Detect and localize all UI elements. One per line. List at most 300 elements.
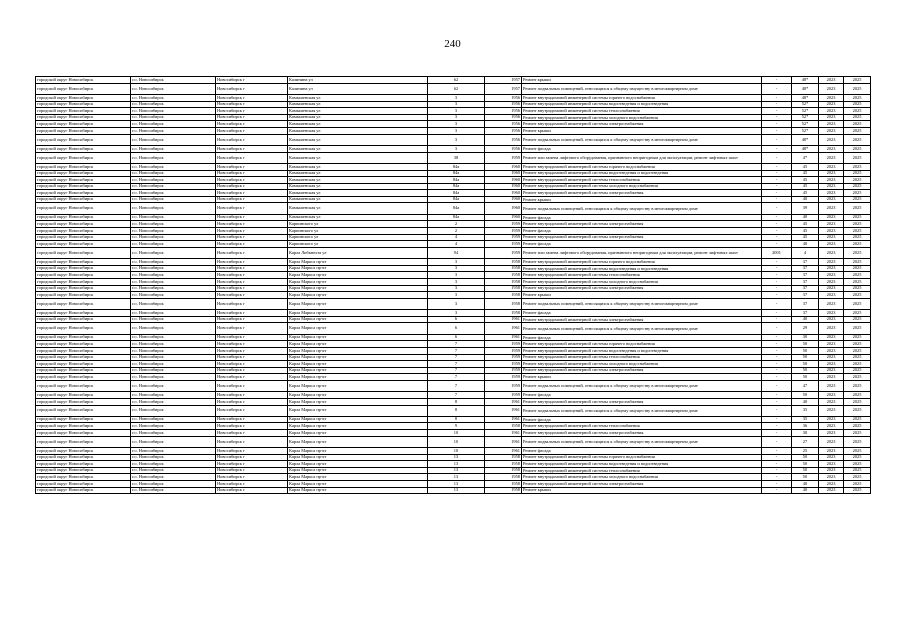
cell-okrug: городской округ Новосибирск — [36, 77, 131, 84]
cell-work-type: Ремонт внутридомовой инженерной системы теплоснабжения — [522, 354, 762, 361]
table-row — [36, 134, 871, 145]
cell-lift-year: - — [762, 323, 792, 334]
cell-okrug: городской округ Новосибирск — [36, 228, 131, 235]
cell-settlement: Новосибирск г — [216, 487, 288, 494]
cell-settlement: Новосибирск г — [216, 334, 288, 341]
cell-work-type: Ремонт внутридомовой инженерной системы горячего водоснабжения — [522, 94, 762, 101]
cell-house: 7 — [428, 361, 485, 368]
cell-plan-start: 2023 — [819, 83, 844, 94]
cell-lift-year: - — [762, 77, 792, 84]
cell-gorod: г.о. Новосибирск — [131, 461, 216, 468]
cell-plan-end: 2025 — [844, 163, 871, 170]
cell-plan-end: 2025 — [844, 487, 871, 494]
cell-okrug: городской округ Новосибирск — [36, 170, 131, 177]
cell-service-life: 48* — [792, 94, 819, 101]
cell-street: Карла Маркса пр-кт — [288, 392, 428, 399]
cell-plan-start: 2023 — [819, 259, 844, 266]
cell-settlement: Новосибирск г — [216, 292, 288, 299]
cell-build-year: 1957 — [485, 83, 522, 94]
cell-lift-year: - — [762, 170, 792, 177]
cell-plan-start: 2023 — [819, 228, 844, 235]
cell-plan-start: 2023 — [819, 101, 844, 108]
cell-gorod: г.о. Новосибирск — [131, 272, 216, 279]
cell-build-year: 1959 — [485, 354, 522, 361]
cell-gorod: г.о. Новосибирск — [131, 347, 216, 354]
cell-house: 7 — [428, 367, 485, 374]
cell-house: 8 — [428, 398, 485, 405]
cell-lift-year: - — [762, 487, 792, 494]
table-row — [36, 234, 871, 241]
cell-service-life: 50 — [792, 474, 819, 481]
table-row — [36, 272, 871, 279]
cell-plan-end: 2025 — [844, 228, 871, 235]
cell-street: Карла Маркса пр-кт — [288, 341, 428, 348]
cell-service-life: 50 — [792, 454, 819, 461]
cell-build-year: 1958 — [485, 310, 522, 317]
cell-work-type: Ремонт внутридомовой инженерной системы теплоснабжения — [522, 423, 762, 430]
cell-plan-start: 2023 — [819, 347, 844, 354]
cell-plan-end: 2025 — [844, 448, 871, 455]
cell-build-year: 1961 — [485, 323, 522, 334]
cell-service-life: 40 — [792, 487, 819, 494]
cell-build-year: 1959 — [485, 374, 522, 381]
cell-build-year: 1959 — [485, 234, 522, 241]
cell-plan-start: 2023 — [819, 334, 844, 341]
cell-plan-start: 2023 — [819, 467, 844, 474]
cell-okrug: городской округ Новосибирск — [36, 354, 131, 361]
cell-work-type: Ремонт внутридомовой инженерной системы электроснабжения — [522, 316, 762, 323]
cell-service-life: 27 — [792, 436, 819, 447]
cell-lift-year: - — [762, 101, 792, 108]
cell-service-life: 40 — [792, 214, 819, 221]
cell-street: Камышенская ул — [288, 145, 428, 152]
cell-lift-year: - — [762, 214, 792, 221]
cell-okrug: городской округ Новосибирск — [36, 247, 131, 258]
cell-house: 9 — [428, 423, 485, 430]
cell-build-year: 1958 — [485, 461, 522, 468]
cell-plan-end: 2025 — [844, 247, 871, 258]
cell-settlement: Новосибирск г — [216, 316, 288, 323]
cell-street: Карла Маркса пр-кт — [288, 481, 428, 488]
cell-lift-year: - — [762, 234, 792, 241]
cell-work-type: Ремонт крыши — [522, 196, 762, 203]
cell-gorod: г.о. Новосибирск — [131, 392, 216, 399]
table-row — [36, 77, 871, 84]
cell-settlement: Новосибирск г — [216, 423, 288, 430]
cell-street: Камышенская ул — [288, 108, 428, 115]
cell-street: Карла Маркса пр-кт — [288, 292, 428, 299]
cell-lift-year: - — [762, 354, 792, 361]
cell-gorod: г.о. Новосибирск — [131, 183, 216, 190]
cell-gorod: г.о. Новосибирск — [131, 298, 216, 309]
cell-street: Карла Маркса пр-кт — [288, 380, 428, 391]
cell-lift-year: - — [762, 380, 792, 391]
cell-plan-start: 2023 — [819, 114, 844, 121]
table-row — [36, 190, 871, 197]
cell-plan-end: 2025 — [844, 367, 871, 374]
cell-gorod: г.о. Новосибирск — [131, 228, 216, 235]
cell-plan-end: 2025 — [844, 481, 871, 488]
cell-plan-end: 2025 — [844, 285, 871, 292]
cell-plan-end: 2025 — [844, 101, 871, 108]
cell-gorod: г.о. Новосибирск — [131, 405, 216, 416]
cell-lift-year: - — [762, 121, 792, 128]
cell-plan-start: 2023 — [819, 265, 844, 272]
cell-okrug: городской округ Новосибирск — [36, 481, 131, 488]
cell-service-life: 37 — [792, 272, 819, 279]
cell-plan-start: 2023 — [819, 127, 844, 134]
cell-okrug: городской округ Новосибирск — [36, 374, 131, 381]
cell-settlement: Новосибирск г — [216, 279, 288, 286]
table-row — [36, 127, 871, 134]
cell-plan-end: 2025 — [844, 121, 871, 128]
cell-build-year: 1956 — [485, 145, 522, 152]
cell-lift-year: - — [762, 183, 792, 190]
cell-lift-year: - — [762, 316, 792, 323]
cell-lift-year: - — [762, 114, 792, 121]
cell-plan-end: 2025 — [844, 279, 871, 286]
cell-work-type: Ремонт внутридомовой инженерной системы электроснабжения — [522, 234, 762, 241]
cell-plan-end: 2025 — [844, 323, 871, 334]
cell-build-year: 1961 — [485, 405, 522, 416]
cell-build-year: 1959 — [485, 380, 522, 391]
cell-street: Карла Маркса пр-кт — [288, 467, 428, 474]
cell-plan-start: 2023 — [819, 430, 844, 437]
cell-settlement: Новосибирск г — [216, 203, 288, 214]
cell-okrug: городской округ Новосибирск — [36, 83, 131, 94]
cell-build-year: 1960 — [485, 190, 522, 197]
cell-service-life: 50 — [792, 361, 819, 368]
cell-street: Карла Маркса пр-кт — [288, 361, 428, 368]
cell-street: Калинина ул — [288, 83, 428, 94]
cell-build-year: 1957 — [485, 77, 522, 84]
cell-plan-end: 2025 — [844, 392, 871, 399]
table-row — [36, 298, 871, 309]
table-row — [36, 416, 871, 423]
table-row — [36, 323, 871, 334]
cell-build-year: 1961 — [485, 436, 522, 447]
table-row — [36, 183, 871, 190]
cell-service-life: 50 — [792, 341, 819, 348]
cell-build-year: 1959 — [485, 347, 522, 354]
cell-plan-start: 2023 — [819, 398, 844, 405]
page-number: 240 — [444, 38, 461, 50]
cell-plan-end: 2025 — [844, 127, 871, 134]
cell-plan-end: 2025 — [844, 454, 871, 461]
cell-lift-year: - — [762, 272, 792, 279]
cell-work-type: Ремонт внутридомовой инженерной системы холодного водоснабжения — [522, 114, 762, 121]
cell-build-year: 1959 — [485, 152, 522, 163]
cell-lift-year: - — [762, 405, 792, 416]
cell-work-type: Ремонт внутридомовой инженерной системы электроснабжения — [522, 430, 762, 437]
cell-settlement: Новосибирск г — [216, 214, 288, 221]
cell-build-year: 1959 — [485, 341, 522, 348]
cell-build-year: 1961 — [485, 416, 522, 423]
cell-okrug: городской округ Новосибирск — [36, 285, 131, 292]
cell-street: Карла Маркса пр-кт — [288, 405, 428, 416]
table-row — [36, 214, 871, 221]
cell-settlement: Новосибирск г — [216, 234, 288, 241]
cell-settlement: Новосибирск г — [216, 77, 288, 84]
cell-build-year: 1961 — [485, 398, 522, 405]
table-row — [36, 265, 871, 272]
cell-gorod: г.о. Новосибирск — [131, 374, 216, 381]
cell-street: Камышенская ул — [288, 134, 428, 145]
cell-okrug: городской округ Новосибирск — [36, 380, 131, 391]
cell-house: 38 — [428, 152, 485, 163]
cell-build-year: 1959 — [485, 241, 522, 248]
cell-service-life: 50 — [792, 374, 819, 381]
cell-lift-year: - — [762, 347, 792, 354]
cell-settlement: Новосибирск г — [216, 430, 288, 437]
cell-plan-start: 2023 — [819, 392, 844, 399]
cell-work-type: Ремонт внутридомовой инженерной системы горячего водоснабжения — [522, 341, 762, 348]
cell-street: Камышенская ул — [288, 183, 428, 190]
cell-settlement: Новосибирск г — [216, 183, 288, 190]
cell-service-life: 52* — [792, 108, 819, 115]
cell-gorod: г.о. Новосибирск — [131, 474, 216, 481]
cell-build-year: 1959 — [485, 367, 522, 374]
cell-work-type: Ремонт подвальных помещений, относящихся к общему имуществу в многоквартирном доме — [522, 203, 762, 214]
cell-gorod: г.о. Новосибирск — [131, 196, 216, 203]
cell-gorod: г.о. Новосибирск — [131, 234, 216, 241]
cell-okrug: городской округ Новосибирск — [36, 474, 131, 481]
cell-work-type: Ремонт подвальных помещений, относящихся к общему имуществу в многоквартирном доме — [522, 323, 762, 334]
cell-service-life: 39 — [792, 203, 819, 214]
cell-plan-start: 2023 — [819, 487, 844, 494]
cell-build-year: 1958 — [485, 481, 522, 488]
cell-plan-start: 2023 — [819, 152, 844, 163]
cell-okrug: городской округ Новосибирск — [36, 461, 131, 468]
cell-plan-start: 2023 — [819, 77, 844, 84]
works-table-container — [35, 76, 870, 494]
cell-build-year: 1959 — [485, 228, 522, 235]
cell-build-year: 1956 — [485, 114, 522, 121]
cell-settlement: Новосибирск г — [216, 354, 288, 361]
cell-work-type: Ремонт подвальных помещений, относящихся к общему имуществу в многоквартирном доме — [522, 83, 762, 94]
cell-build-year: 1959 — [485, 361, 522, 368]
cell-lift-year: - — [762, 423, 792, 430]
cell-street: Карла Маркса пр-кт — [288, 474, 428, 481]
cell-plan-start: 2023 — [819, 247, 844, 258]
cell-okrug: городской округ Новосибирск — [36, 323, 131, 334]
table-row — [36, 170, 871, 177]
cell-build-year: 1960 — [485, 177, 522, 184]
cell-plan-end: 2025 — [844, 114, 871, 121]
cell-plan-end: 2025 — [844, 214, 871, 221]
cell-service-life: 37 — [792, 259, 819, 266]
cell-plan-start: 2023 — [819, 405, 844, 416]
table-row — [36, 367, 871, 374]
cell-house: 8 — [428, 416, 485, 423]
cell-work-type: Ремонт внутридомовой инженерной системы электроснабжения — [522, 121, 762, 128]
cell-build-year: 1958 — [485, 279, 522, 286]
cell-okrug: городской округ Новосибирск — [36, 241, 131, 248]
cell-okrug: городской округ Новосибирск — [36, 127, 131, 134]
cell-okrug: городской округ Новосибирск — [36, 448, 131, 455]
cell-plan-end: 2025 — [844, 361, 871, 368]
cell-street: Камышенская ул — [288, 152, 428, 163]
cell-lift-year: - — [762, 334, 792, 341]
cell-plan-end: 2025 — [844, 467, 871, 474]
cell-lift-year: - — [762, 265, 792, 272]
cell-gorod: г.о. Новосибирск — [131, 416, 216, 423]
cell-okrug: городской округ Новосибирск — [36, 134, 131, 145]
cell-build-year: 1961 — [485, 448, 522, 455]
cell-plan-end: 2025 — [844, 234, 871, 241]
cell-work-type: Ремонт крыши — [522, 292, 762, 299]
cell-plan-start: 2023 — [819, 221, 844, 228]
cell-gorod: г.о. Новосибирск — [131, 127, 216, 134]
cell-house: 3 — [428, 145, 485, 152]
cell-plan-end: 2025 — [844, 398, 871, 405]
table-row — [36, 285, 871, 292]
table-row — [36, 221, 871, 228]
cell-settlement: Новосибирск г — [216, 380, 288, 391]
cell-plan-start: 2023 — [819, 196, 844, 203]
cell-plan-end: 2025 — [844, 380, 871, 391]
cell-settlement: Новосибирск г — [216, 374, 288, 381]
cell-plan-end: 2025 — [844, 170, 871, 177]
cell-lift-year: - — [762, 134, 792, 145]
cell-plan-end: 2025 — [844, 461, 871, 468]
cell-settlement: Новосибирск г — [216, 347, 288, 354]
cell-street: Камышенская ул — [288, 94, 428, 101]
cell-plan-start: 2023 — [819, 163, 844, 170]
cell-street: Карла Маркса пр-кт — [288, 285, 428, 292]
cell-plan-end: 2025 — [844, 347, 871, 354]
cell-gorod: г.о. Новосибирск — [131, 448, 216, 455]
cell-okrug: городской округ Новосибирск — [36, 436, 131, 447]
cell-house: 2 — [428, 228, 485, 235]
cell-work-type: Ремонт подвальных помещений, относящихся к общему имуществу в многоквартирном доме — [522, 134, 762, 145]
table-row — [36, 454, 871, 461]
cell-service-life: 37 — [792, 298, 819, 309]
cell-plan-end: 2025 — [844, 416, 871, 423]
cell-settlement: Новосибирск г — [216, 310, 288, 317]
cell-settlement: Новосибирск г — [216, 481, 288, 488]
cell-house: 6 — [428, 316, 485, 323]
cell-street: Карла Маркса пр-кт — [288, 448, 428, 455]
cell-house: 6 — [428, 334, 485, 341]
cell-house: 3 — [428, 279, 485, 286]
cell-service-life: 45 — [792, 163, 819, 170]
cell-settlement: Новосибирск г — [216, 228, 288, 235]
cell-settlement: Новосибирск г — [216, 101, 288, 108]
cell-settlement: Новосибирск г — [216, 247, 288, 258]
cell-plan-start: 2023 — [819, 310, 844, 317]
table-row — [36, 487, 871, 494]
cell-lift-year: - — [762, 145, 792, 152]
cell-street: Карла Маркса пр-кт — [288, 316, 428, 323]
cell-build-year: 1958 — [485, 292, 522, 299]
cell-lift-year: - — [762, 228, 792, 235]
cell-plan-start: 2023 — [819, 341, 844, 348]
cell-plan-start: 2023 — [819, 367, 844, 374]
cell-okrug: городской округ Новосибирск — [36, 121, 131, 128]
cell-house: 84а — [428, 170, 485, 177]
cell-plan-start: 2023 — [819, 177, 844, 184]
cell-settlement: Новосибирск г — [216, 163, 288, 170]
cell-service-life: 50 — [792, 347, 819, 354]
cell-work-type: Ремонт внутридомовой инженерной системы водоотведения и водоотведения — [522, 347, 762, 354]
cell-gorod: г.о. Новосибирск — [131, 310, 216, 317]
table-row — [36, 108, 871, 115]
cell-work-type: Ремонт фасада — [522, 310, 762, 317]
cell-settlement: Новосибирск г — [216, 392, 288, 399]
cell-plan-end: 2025 — [844, 405, 871, 416]
cell-service-life: 35 — [792, 405, 819, 416]
table-row — [36, 121, 871, 128]
cell-okrug: городской округ Новосибирск — [36, 347, 131, 354]
cell-work-type: Ремонт внутридомовой инженерной системы теплоснабжения — [522, 177, 762, 184]
cell-gorod: г.о. Новосибирск — [131, 430, 216, 437]
cell-build-year: 1958 — [485, 298, 522, 309]
cell-settlement: Новосибирск г — [216, 361, 288, 368]
cell-plan-end: 2025 — [844, 298, 871, 309]
cell-gorod: г.о. Новосибирск — [131, 334, 216, 341]
cell-settlement: Новосибирск г — [216, 323, 288, 334]
cell-lift-year: - — [762, 361, 792, 368]
cell-plan-end: 2025 — [844, 241, 871, 248]
cell-work-type: Ремонт внутридомовой инженерной системы водоотведения и водоотведения — [522, 265, 762, 272]
cell-gorod: г.о. Новосибирск — [131, 77, 216, 84]
cell-street: Карла Маркса пр-кт — [288, 347, 428, 354]
cell-street: Карла Маркса пр-кт — [288, 461, 428, 468]
cell-okrug: городской округ Новосибирск — [36, 430, 131, 437]
cell-service-life: 40 — [792, 481, 819, 488]
cell-lift-year: 2001 — [762, 247, 792, 258]
cell-plan-start: 2023 — [819, 380, 844, 391]
table-row — [36, 145, 871, 152]
cell-build-year: 1958 — [485, 423, 522, 430]
cell-settlement: Новосибирск г — [216, 272, 288, 279]
cell-settlement: Новосибирск г — [216, 83, 288, 94]
cell-service-life: 4* — [792, 152, 819, 163]
cell-street: Карла Маркса пр-кт — [288, 334, 428, 341]
table-row — [36, 177, 871, 184]
cell-settlement: Новосибирск г — [216, 152, 288, 163]
cell-service-life: 52* — [792, 101, 819, 108]
cell-settlement: Новосибирск г — [216, 461, 288, 468]
cell-okrug: городской округ Новосибирск — [36, 423, 131, 430]
cell-okrug: городской округ Новосибирск — [36, 487, 131, 494]
cell-work-type: Ремонт фасада — [522, 392, 762, 399]
cell-gorod: г.о. Новосибирск — [131, 487, 216, 494]
cell-service-life: 50 — [792, 461, 819, 468]
cell-work-type: Ремонт внутридомовой инженерной системы водоотведения и водоотведения — [522, 461, 762, 468]
cell-okrug: городской округ Новосибирск — [36, 279, 131, 286]
cell-lift-year: - — [762, 436, 792, 447]
table-row — [36, 361, 871, 368]
cell-plan-end: 2025 — [844, 183, 871, 190]
table-row — [36, 354, 871, 361]
cell-house: 3 — [428, 272, 485, 279]
cell-work-type: Ремонт внутридомовой инженерной системы электроснабжения — [522, 367, 762, 374]
cell-street: Карла Маркса пр-кт — [288, 416, 428, 423]
cell-plan-end: 2025 — [844, 310, 871, 317]
cell-gorod: г.о. Новосибирск — [131, 170, 216, 177]
cell-okrug: городской округ Новосибирск — [36, 341, 131, 348]
cell-okrug: городской округ Новосибирск — [36, 272, 131, 279]
cell-lift-year: - — [762, 392, 792, 399]
cell-build-year: 1959 — [485, 247, 522, 258]
cell-work-type: Ремонт внутридомовой инженерной системы электроснабжения — [522, 398, 762, 405]
cell-gorod: г.о. Новосибирск — [131, 367, 216, 374]
cell-gorod: г.о. Новосибирск — [131, 467, 216, 474]
cell-settlement: Новосибирск г — [216, 94, 288, 101]
cell-street: Камышенская ул — [288, 163, 428, 170]
